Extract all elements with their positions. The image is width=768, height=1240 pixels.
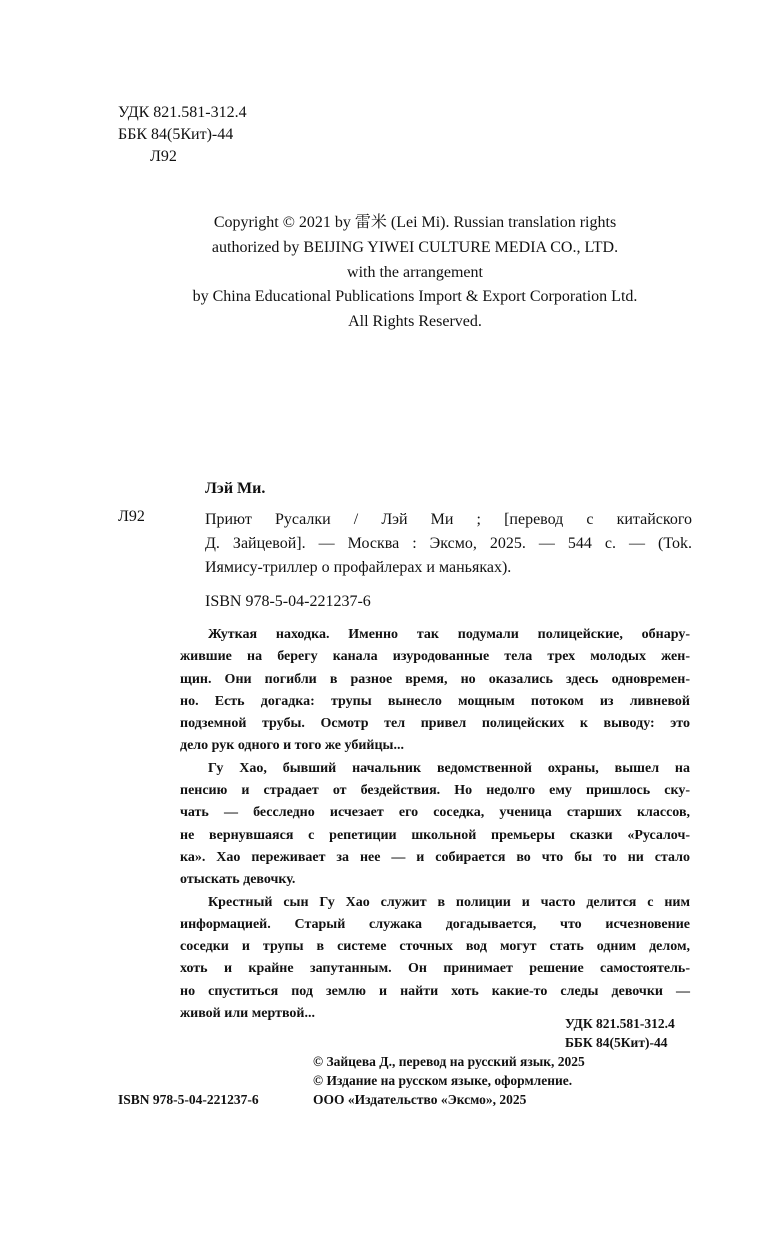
annotation-line: но. Есть догадка: трупы вынесло мощным потоком из ливневой — [180, 693, 690, 709]
annotation-line: пенсию и страдает от бездействия. Но недолго ему пришлось ску- — [180, 783, 690, 799]
annotation-line: не вернувшаяся с репетиции школьной премьеры сказки «Русалоч- — [180, 827, 690, 843]
annotation-line: жившие на берегу канала изуродованные тела трех молодых жен- — [180, 649, 690, 665]
annotation-line: Крестный сын Гу Хао служит в полиции и часто делится с ним — [208, 894, 690, 910]
annotation-line: но спуститься под землю и найти хоть какие-то следы девочки — — [180, 983, 690, 999]
classification-block — [118, 102, 247, 168]
udk-code: УДК 821.581-312.4 — [565, 1016, 675, 1031]
isbn: ISBN 978-5-04-221237-6 — [205, 593, 371, 610]
bib-line: Приют Русалки / Лэй Ми ; [перевод с китайского — [205, 511, 692, 528]
copyright-line: with the arrangement — [347, 263, 483, 281]
annotation-line: соседки и трупы в системе сточных вод могут стать одним делом, — [180, 939, 690, 955]
udk-code: УДК 821.581-312.4 — [118, 104, 247, 121]
annotation-line: щин. Они погибли в разное время, но оказались здесь одновремен- — [180, 671, 690, 687]
annotation-line: отыскать девочку. — [180, 872, 296, 888]
annotation-line: Гу Хао, бывший начальник ведомственной охраны, вышел на — [208, 760, 690, 776]
annotation-line: подземной трубы. Осмотр тел привел полицейских к выводу: это — [180, 716, 690, 732]
copyright-line: © Зайцева Д., перевод на русский язык, 2025 — [313, 1054, 585, 1069]
footer-isbn: ISBN 978-5-04-221237-6 — [118, 1092, 259, 1107]
copyright-line: by China Educational Publications Import & Export Corporation Ltd. — [192, 288, 638, 306]
annotation-line: Жуткая находка. Именно так подумали полицейские, обнару- — [208, 627, 690, 642]
copyright-line: authorized by BEIJING YIWEI CULTURE MEDIA CO., LTD. — [211, 238, 619, 256]
author-mark: Л92 — [118, 508, 145, 525]
annotation-line: чать — бесследно исчезает его соседка, ученица старших классов, — [180, 805, 690, 821]
copyright-line: All Rights Reserved. — [348, 313, 482, 331]
bbk-code: ББК 84(5Кит)-44 — [565, 1035, 668, 1050]
bib-line: Д. Зайцевой]. — Москва : Эксмо, 2025. — 544 с. — (Tok. — [205, 535, 692, 552]
annotation-line: живой или мертвой... — [180, 1006, 315, 1022]
footer-classification — [565, 1014, 675, 1052]
copyright-line: © Издание на русском языке, оформление. — [313, 1073, 573, 1088]
annotation-line: ка». Хао переживает за нее — и собирается во что бы то ни стало — [180, 849, 690, 865]
copyright-line: ООО «Издательство «Эксмо», 2025 — [313, 1092, 527, 1107]
bib-line: Иямису-триллер о профайлерах и маньяках). — [205, 559, 512, 576]
annotation — [180, 624, 690, 1025]
author-mark: Л92 — [150, 148, 177, 165]
copyright-notice — [100, 211, 730, 335]
annotation-line: дело рук одного и того же убийцы... — [180, 738, 404, 754]
footer-copyright — [313, 1052, 585, 1109]
author-name: Лэй Ми. — [205, 480, 266, 497]
copyright-line: Copyright © 2021 by 雷米 (Lei Mi). Russian translation rights — [213, 214, 617, 231]
annotation-line: информацией. Старый служака догадывается, что исчезновение — [180, 916, 690, 932]
annotation-line: хоть и крайне запутанным. Он принимает решение самостоятель- — [180, 961, 690, 977]
bbk-code: ББК 84(5Кит)-44 — [118, 126, 234, 143]
